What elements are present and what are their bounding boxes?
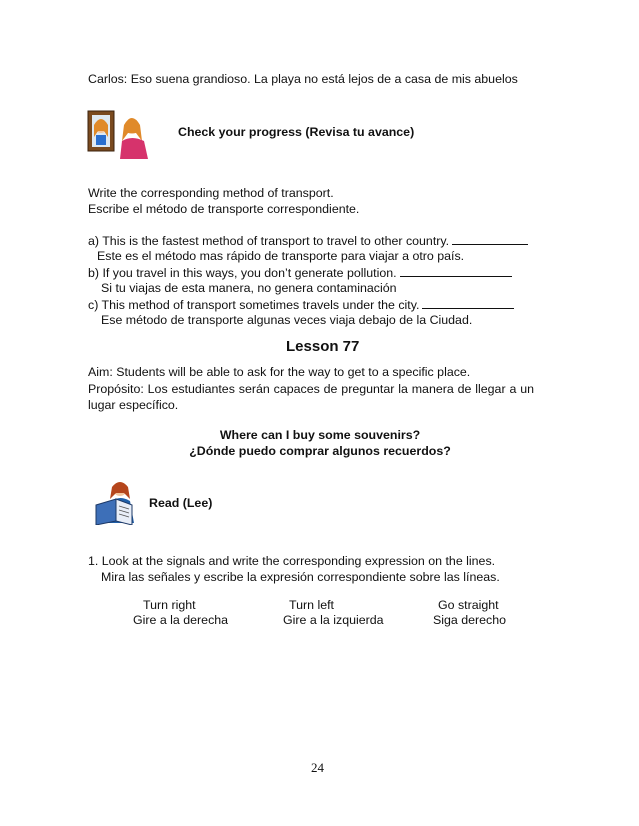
exercise-es: Mira las señales y escribe la expresión correspondiente sobre las líneas. bbox=[101, 570, 500, 584]
answer-line-c[interactable] bbox=[422, 297, 514, 309]
question-b-text: b) If you travel in this ways, you don’t generate pollution. bbox=[88, 266, 397, 280]
direction-straight-en: Go straight bbox=[438, 598, 499, 612]
question-a-es: Este es el método mas rápido de transporte para viajar a otro país. bbox=[97, 249, 465, 263]
direction-left-es: Gire a la izquierda bbox=[283, 613, 384, 627]
read-label: Read (Lee) bbox=[149, 496, 213, 510]
instruction-es: Escribe el método de transporte correspondiente. bbox=[88, 202, 360, 216]
question-c-text: c) This method of transport sometimes travels under the city. bbox=[88, 298, 420, 312]
direction-left-en: Turn left bbox=[289, 598, 334, 612]
aim-en: Aim: Students will be able to ask for the way to get to a specific place. bbox=[88, 365, 471, 379]
question-b-es: Si tu viajas de esta manera, no genera contaminación bbox=[101, 281, 397, 295]
dialogue-line: Carlos: Eso suena grandioso. La playa no está lejos de a casa de mis abuelos bbox=[88, 72, 518, 86]
lesson-title: Lesson 77 bbox=[286, 338, 360, 355]
answer-line-b[interactable] bbox=[400, 265, 512, 277]
exercise-en: 1. Look at the signals and write the corresponding expression on the lines. bbox=[88, 554, 496, 568]
direction-right-es: Gire a la derecha bbox=[133, 613, 229, 627]
topic-en: Where can I buy some souvenirs? bbox=[219, 428, 421, 442]
question-c bbox=[88, 297, 514, 312]
direction-right-en: Turn right bbox=[143, 598, 196, 612]
instruction-en: Write the corresponding method of transport. bbox=[88, 186, 334, 200]
direction-straight-es: Siga derecho bbox=[433, 613, 507, 627]
question-c-es: Ese método de transporte algunas veces viaja debajo de la Ciudad. bbox=[101, 313, 473, 327]
question-a bbox=[88, 233, 528, 248]
check-progress-title: Check your progress (Revisa tu avance) bbox=[178, 125, 415, 139]
girl-reading-icon bbox=[92, 479, 142, 525]
page-number: 24 bbox=[311, 760, 324, 775]
question-a-text: a) This is the fastest method of transport to travel to other country. bbox=[88, 234, 450, 248]
question-b bbox=[88, 265, 512, 280]
mirror-girl-icon bbox=[86, 107, 156, 159]
aim-es: Propósito: Los estudiantes serán capaces de preguntar la manera de llegar a un lugar específico. bbox=[88, 382, 534, 412]
answer-line-a[interactable] bbox=[452, 233, 528, 245]
topic-es: ¿Dónde puedo comprar algunos recuerdos? bbox=[189, 444, 451, 458]
